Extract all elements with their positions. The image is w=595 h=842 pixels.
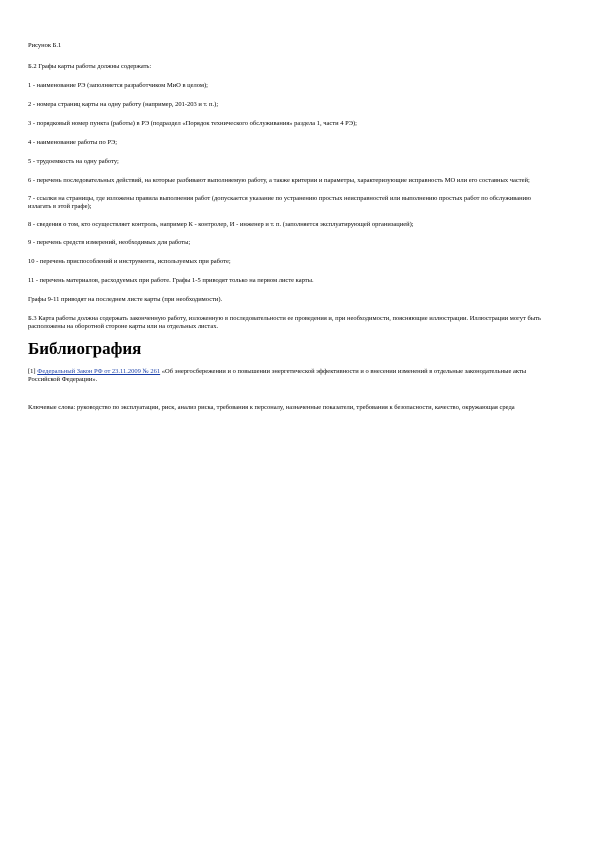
list-item: 10 - перечень приспособлений и инструмента, используемых при работе; <box>28 258 231 265</box>
keywords-paragraph: Ключевые слова: руководство по эксплуатации, риск, анализ риска, требования к персоналу, назначенные показатели, требования к безопасности, качество, окружающая среда <box>28 404 515 411</box>
bibliography-heading: Библиография <box>28 339 142 358</box>
figure-caption: Рисунок Б.1 <box>28 42 62 49</box>
list-item: 5 - трудоемкость на одну работу; <box>28 158 119 165</box>
section-intro: Б.2 Графы карты работы должны содержать: <box>28 63 152 70</box>
document-page <box>28 42 553 412</box>
bibliography-number: [1] <box>28 368 36 375</box>
bibliography-text: «Об энергосбережении и о повышении энергетической эффективности и о внесении изменений в отдельные законодательные акты Российской Федерации». <box>28 368 527 383</box>
list-item: 2 - номера страниц карты на одну работу (например, 201-203 и т. п.); <box>28 101 219 108</box>
law-link[interactable]: Федеральный Закон РФ от 23.11.2009 № 261 <box>37 368 161 375</box>
note-paragraph: Графы 9-11 приводят на последнем листе карты (при необходимости). <box>28 296 223 303</box>
list-item: 6 - перечень последовательных действий, на которые разбивают выполняемую работу, а также критерии и параметры, характеризующие исправность МО или его составных частей; <box>28 177 530 184</box>
list-item: 9 - перечень средств измерений, необходимых для работы; <box>28 239 191 246</box>
section-b3-paragraph: Б.3 Карта работы должна содержать законченную работу, изложенную в последовательности ее проведения и, при необходимости, поясняющие иллюстрации. Иллюстрации могут быть расположены на оборотной стороне карты или на отдельных листах. <box>28 315 542 330</box>
list-item: 11 - перечень материалов, расходуемых при работе. Графы 1-5 приводят только на первом листе карты. <box>28 277 314 284</box>
bibliography-entry <box>28 368 553 384</box>
list-item: 1 - наименование РЭ (заполняется разработчиком МиО в целом); <box>28 82 208 89</box>
list-item: 4 - наименование работы по РЭ; <box>28 139 118 146</box>
list-item: 3 - порядковый номер пункта (работы) в РЭ (подраздел «Порядок технического обслуживания» раздела 1, части 4 РЭ); <box>28 120 357 127</box>
list-item: 7 - ссылки на страницы, где изложены правила выполнения работ (допускается указание по устранению простых неисправностей или выполнению простых работ по обслуживанию излагать в этой графе); <box>28 195 531 210</box>
list-item: 8 - сведения о том, кто осуществляет контроль, например К - контролер, И - инженер и т. п. (заполняется эксплуатирующей организацией); <box>28 221 414 228</box>
